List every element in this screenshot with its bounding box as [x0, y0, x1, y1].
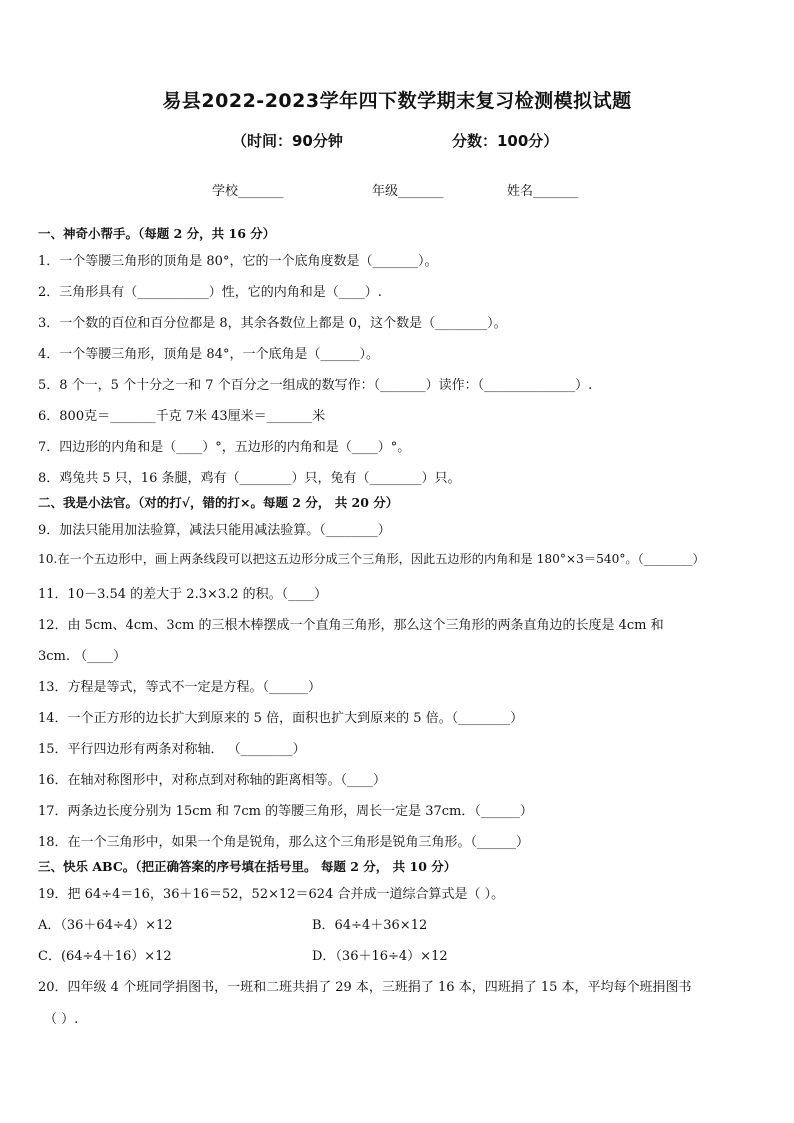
question: 11．10－3.54 的差大于 2.3×3.2 的积。（____）	[38, 587, 328, 602]
section-heading: 一、神奇小帮手。（每题 2 分，共 16 分）	[38, 226, 276, 241]
grade-field: 年级_______	[372, 184, 444, 199]
question: 17．两条边长度分别为 15cm 和 7cm 的等腰三角形，周长一定是 37cm．（______）	[38, 804, 533, 819]
question: 14．一个正方形的边长扩大到原来的 5 倍，面积也扩大到原来的 5 倍。（________）	[38, 711, 524, 726]
option-c: C．(64÷4＋16）×12	[38, 949, 172, 964]
question: 20．四年级 4 个班同学捐图书，一班和二班共捐了 29 本，三班捐了 16 本，四班捐了 15 本，平均每个班捐图书	[38, 980, 692, 995]
question: 15．平行四边形有两条对称轴． （________）	[38, 742, 306, 757]
question: 16．在轴对称图形中，对称点到对称轴的距离相等。（____）	[38, 773, 387, 788]
question: 18．在一个三角形中，如果一个角是锐角，那么这个三角形是锐角三角形。（______）	[38, 835, 530, 850]
question: 7．四边形的内角和是（____）°，五边形的内角和是（____）°。	[38, 440, 411, 455]
question: （ ）.	[44, 1012, 79, 1027]
page-title: 易县2022-2023学年四下数学期末复习检测模拟试题	[162, 90, 632, 112]
score-info: 分数：100分）	[452, 132, 559, 150]
question: 13．方程是等式，等式不一定是方程。（______）	[38, 680, 322, 695]
question: 5．8 个一，5 个十分之一和 7 个百分之一组成的数写作：（_______）读作：（______________）.	[38, 378, 593, 393]
section-heading: 三、快乐 ABC。（把正确答案的序号填在括号里。 每题 2 分， 共 10 分）	[38, 859, 457, 874]
name-field: 姓名_______	[507, 184, 579, 199]
time-info: （时间：90分钟	[232, 132, 343, 150]
question: 3cm. （____）	[38, 649, 127, 664]
question: 10.在一个五边形中，画上两条线段可以把这五边形分成三个三角形，因此五边形的内角和是 180°×3＝540°。（________）	[38, 552, 705, 566]
option-d: D．（36＋16÷4）×12	[312, 949, 448, 964]
question: 1．一个等腰三角形的顶角是 80°，它的一个底角度数是（_______）。	[38, 254, 438, 269]
question: 2．三角形具有（___________）性，它的内角和是（____）.	[38, 285, 382, 300]
question: 9．加法只能用加法验算，减法只能用减法验算。（________）	[38, 523, 391, 538]
question: 19．把 64÷4＝16，36＋16＝52，52×12＝624 合并成一道综合算式是（ ）。	[38, 887, 505, 902]
option-b: B．64÷4＋36×12	[312, 918, 428, 933]
section-heading: 二、我是小法官。（对的打√，错的打×。每题 2 分， 共 20 分）	[38, 495, 399, 510]
school-field: 学校_______	[212, 184, 284, 199]
option-a: A．（36＋64÷4）×12	[38, 918, 173, 933]
question: 6．800克＝_______千克 7米 43厘米＝_______米	[38, 409, 326, 424]
question: 12．由 5cm、4cm、3cm 的三根木棒摆成一个直角三角形，那么这个三角形的两条直角边的长度是 4cm 和	[38, 618, 664, 633]
question: 3．一个数的百位和百分位都是 8，其余各数位上都是 0，这个数是（________）。	[38, 316, 507, 331]
question: 4．一个等腰三角形，顶角是 84°，一个底角是（______）。	[38, 347, 379, 362]
question: 8．鸡兔共 5 只，16 条腿，鸡有（________）只，兔有（________）只。	[38, 471, 461, 486]
